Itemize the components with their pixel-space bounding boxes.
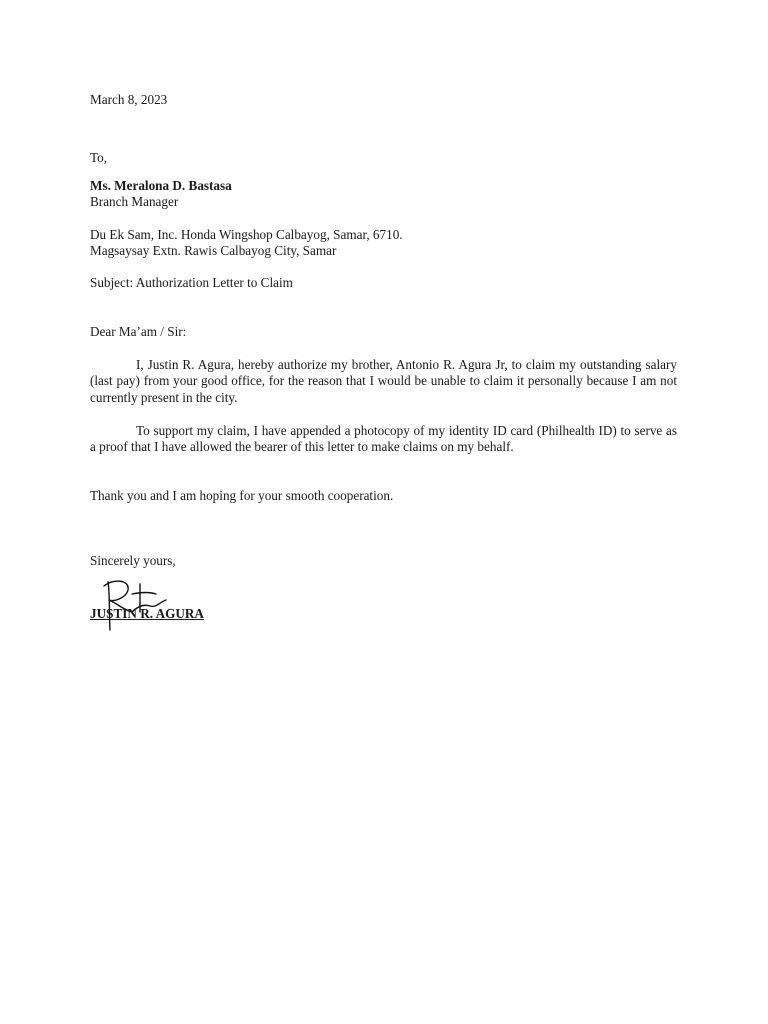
recipient-name: Ms. Meralona D. Bastasa (90, 178, 232, 193)
subject-line: Subject: Authorization Letter to Claim (90, 275, 293, 290)
body-paragraph-1: I, Justin R. Agura, hereby authorize my brother, Antonio R. Agura Jr, to claim my outstanding salary (last pay) from your good office, for the reason that I would be unable to claim it personally because I am not currently present in the city. (90, 357, 677, 405)
closing-thanks: Thank you and I am hoping for your smooth cooperation. (90, 488, 394, 503)
letter-date: March 8, 2023 (90, 92, 168, 107)
closing: Sincerely yours, (90, 553, 176, 568)
recipient-title: Branch Manager (90, 194, 179, 209)
signer-name: JUSTIN R. AGURA (90, 606, 204, 621)
salutation: Dear Ma’am / Sir: (90, 324, 187, 339)
body-paragraph-2: To support my claim, I have appended a photocopy of my identity ID card (Philhealth ID) to serve as a proof that I have allowed the bearer of this letter to make claims on my behalf. (90, 423, 677, 455)
to-label: To, (90, 150, 108, 165)
address-line-1: Du Ek Sam, Inc. Honda Wingshop Calbayog, Samar, 6710. (90, 227, 403, 242)
address-line-2: Magsaysay Extn. Rawis Calbayog City, Samar (90, 243, 337, 258)
